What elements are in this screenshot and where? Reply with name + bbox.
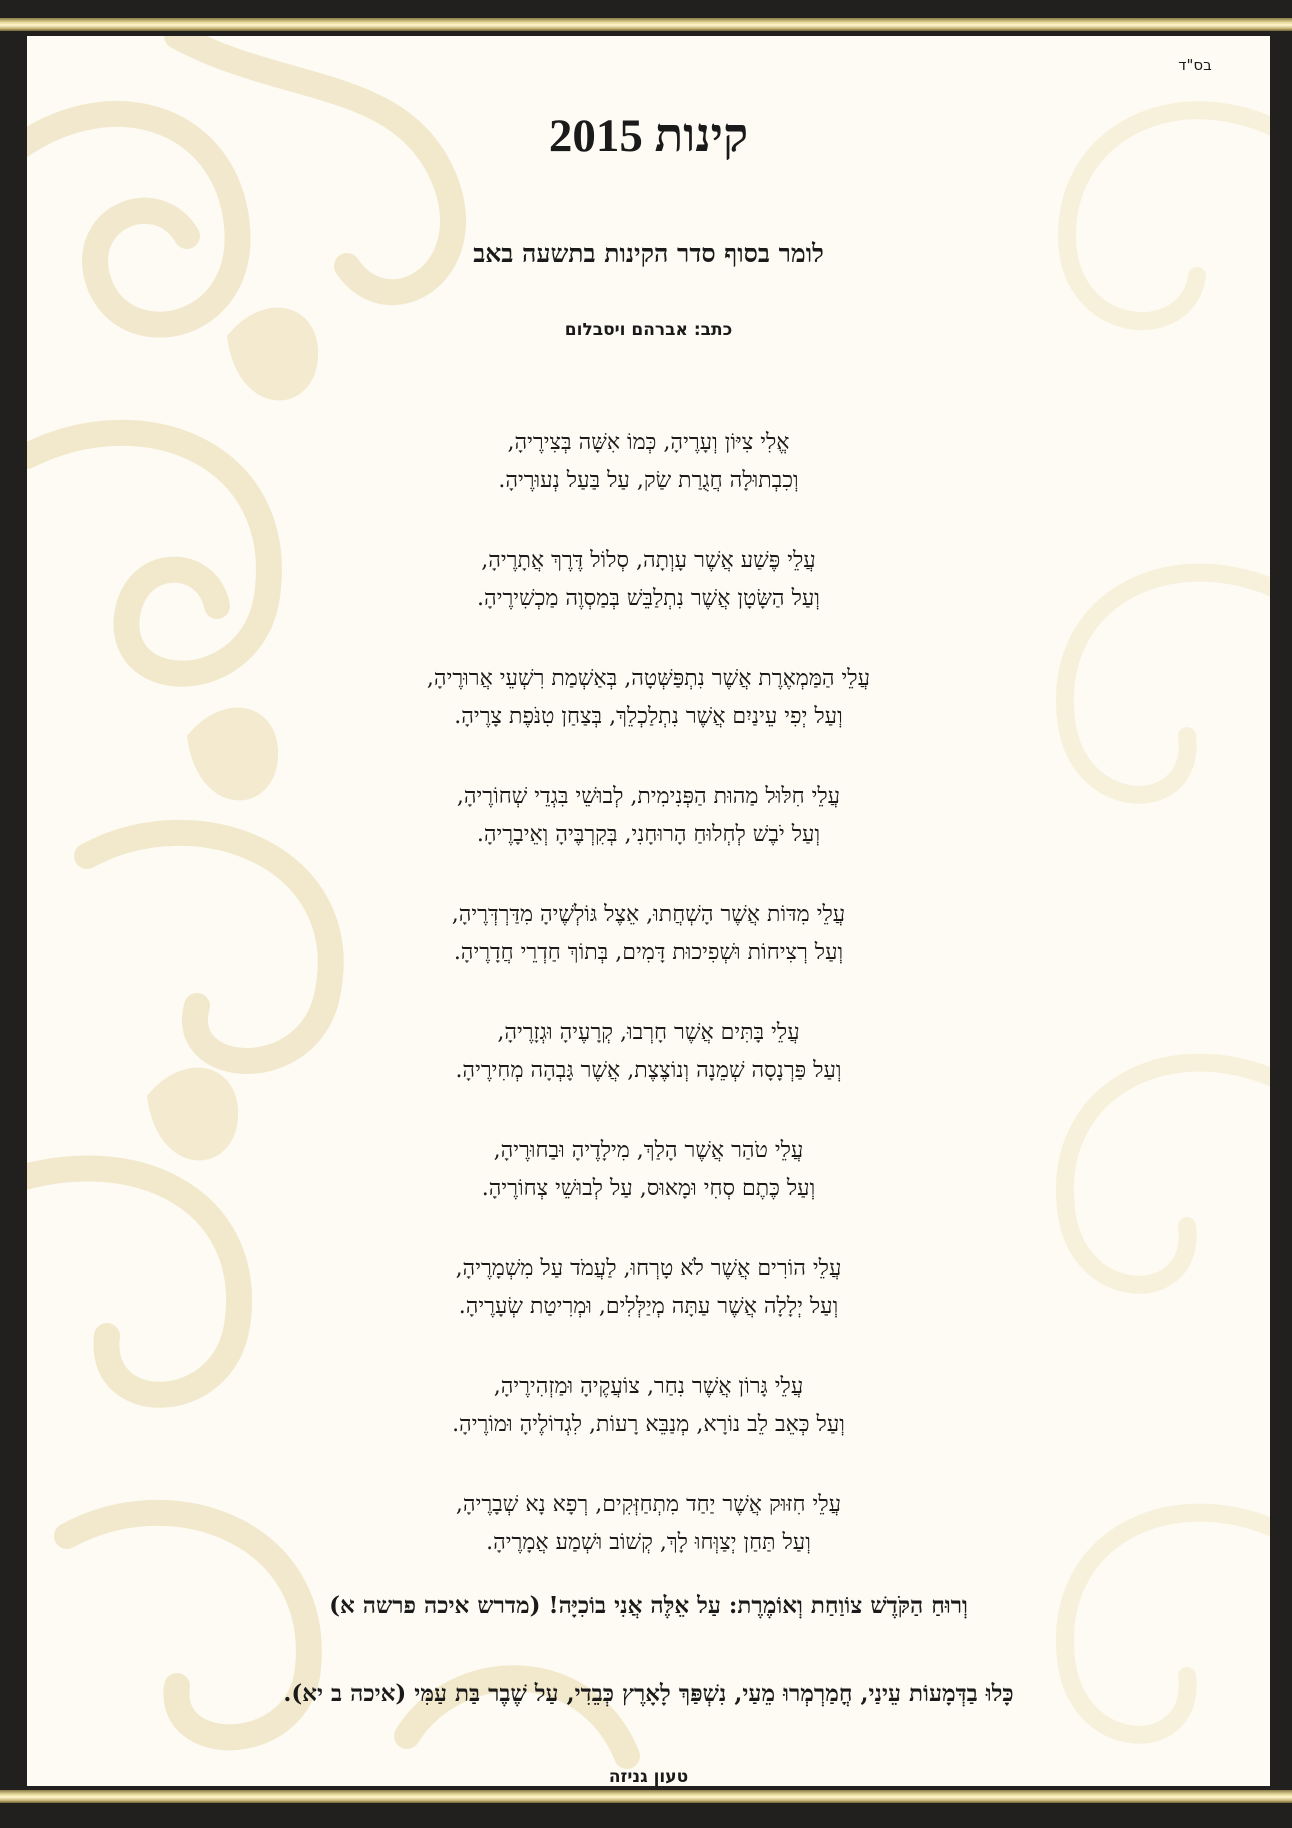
document-page xyxy=(27,36,1270,1786)
midrash-quote: וְרוּחַ הַקֹּדֶשׁ צוֹוַחַת וְאוֹמֶרֶת: עַל אֵלֶּה אֲנִי בוֹכִיָּה! (מדרש איכה פרשה א) xyxy=(329,1592,968,1619)
author-credit: כתב: אברהם ויסבלום xyxy=(564,320,733,340)
poem-line: וְעַל יֹבֶשׁ לְחְלוּחַ הָרוּחָנִי, בְּקִרְבֶּיהָ וְאֵיבָרֶיהָ. xyxy=(476,822,821,847)
stanza xyxy=(27,542,1270,660)
stanza xyxy=(27,1132,1270,1250)
stanza xyxy=(27,1250,1270,1368)
poem-line: וְעַל כֶּתֶם סְחִי וּמָאוּס, עַל לְבוּשֵׁי צְחוֹרֶיהָ. xyxy=(481,1176,816,1201)
poem-line: וְעַל הַשָּׂטָן אֲשֶׁר נִתְלַבֵּשׁ בְּמַסְוֶה מַכְשִׁירֶיהָ. xyxy=(477,586,820,611)
poem-line: עֲלֵי בָּתִּים אֲשֶׁר חָרְבוּ, קְרָעֶיהָ וּגְזָרֶיהָ, xyxy=(497,1020,800,1045)
footer-note: טעון גניזה xyxy=(608,1767,689,1786)
poem-line: עֲלֵי גָּרוֹן אֲשֶׁר נִחַר, צוֹעֲקֶיהָ וּמַזְהִירֶיהָ, xyxy=(493,1374,804,1399)
poem-line: וְעַל יְפִי עֵינַיִם אֲשֶׁר נִתְלַכְלֵךְ, בְּצַחַן טִנֹּפֶת צָרֶיהָ. xyxy=(454,704,843,729)
poem-line: עֲלֵי טֹהַר אֲשֶׁר הָלַךְ, מִילָדֶיהָ וּבַחוּרֶיהָ, xyxy=(493,1138,804,1163)
page-subtitle: לומר בסוף סדר הקינות בתשעה באב xyxy=(473,239,824,268)
poem-line: אֱלִי צִיּוֹן וְעָרֶיהָ, כְּמוֹ אִשָּׁה בְּצִירֶיהָ, xyxy=(507,430,790,455)
poem-line: עֲלֵי חִלּוּל מַהוּת הַפְּנִימִית, לְבוּשֵׁי בִּגְדֵי שְׁחוֹרֶיהָ, xyxy=(456,784,841,809)
gold-border-top xyxy=(0,18,1292,31)
poem-line: עֲלֵי הַמַּמְאֶרֶת אֲשֶׁר נִתְפַּשְּׁטָה, בְּאַשְׁמַת רִשְׁעֵי אֲרוּרֶיהָ, xyxy=(426,666,871,691)
document-content xyxy=(27,36,1270,1786)
stanza xyxy=(27,778,1270,896)
bsd-mark: בס"ד xyxy=(1178,56,1212,74)
eicha-quote: כָּלוּ בַדְּמָעוֹת עֵינַי, חֳמַרְמְרוּ מֵעַי, נִשְׁפַּךְ לָאָרֶץ כְּבֵדִי, עַל שֶׁבֶר בַּת עַמִּי (איכה ב יא). xyxy=(283,1680,1014,1707)
page-title: קינות 2015 xyxy=(548,110,749,162)
poem-line: וְעַל פַּרְנָסָה שְׁמֵנָה וְנוֹצֶצֶת, אֲשֶׁר גָּבְהָה מְחִירֶיהָ. xyxy=(455,1058,842,1083)
stanza xyxy=(27,424,1270,542)
poem-line: עֲלֵי מִדּוֹת אֲשֶׁר הָשְׁחֲתוּ, אֵצֶל גּוֹלְשֶׁיהָ מִדַּרְדְּרֶיהָ, xyxy=(451,902,846,927)
poem-line: עֲלֵי פֶּשַׁע אֲשֶׁר עָוְתָה, סְלוֹל דֶּרֶךְ אֲתָרֶיהָ, xyxy=(481,548,816,573)
gold-border-bottom xyxy=(0,1790,1292,1803)
stanza xyxy=(27,660,1270,778)
poem-line: עֲלֵי הוֹרִים אֲשֶׁר לֹא טָרְחוּ, לַעֲמֹד עַל מִשְׁמָרֶיהָ, xyxy=(455,1256,842,1281)
stanza xyxy=(27,1014,1270,1132)
stanza xyxy=(27,896,1270,1014)
stanza xyxy=(27,1486,1270,1604)
stanza xyxy=(27,1368,1270,1486)
poem-line: וְעַל רְצִיחוֹת וּשְׁפִיכוּת דָּמִים, בְּתוֹךְ חַדְרֵי חֲדָרֶיהָ. xyxy=(453,940,844,965)
poem-line: וְעַל כְּאֵב לֵב נוֹרָא, מְנַבֵּא רָעוֹת, לִגְדוֹלֶיהָ וּמוֹרֶיהָ. xyxy=(452,1412,845,1437)
poem-line: וְעַל יְלָלָה אֲשֶׁר עַתָּה מְיַלְּלִים, וּמְרִיטַת שְׂעָרֶיהָ. xyxy=(458,1294,839,1319)
poem xyxy=(27,424,1270,1604)
poem-line: וְכִבְתוּלָה חֲגֻרַת שַׂק, עַל בַּעַל נְעוּרֶיהָ. xyxy=(498,468,799,493)
poem-line: וְעַל תַּחַן יְצַוְּחוּ לָךְ, קְשׁוֹב וּשְׁמַע אֲמָרֶיהָ. xyxy=(486,1530,811,1555)
poem-line: עֲלֵי חִזּוּק אֲשֶׁר יַחַד מִתְחַזְּקִים, רְפָא נָא שְׁבָרֶיהָ, xyxy=(455,1492,842,1517)
